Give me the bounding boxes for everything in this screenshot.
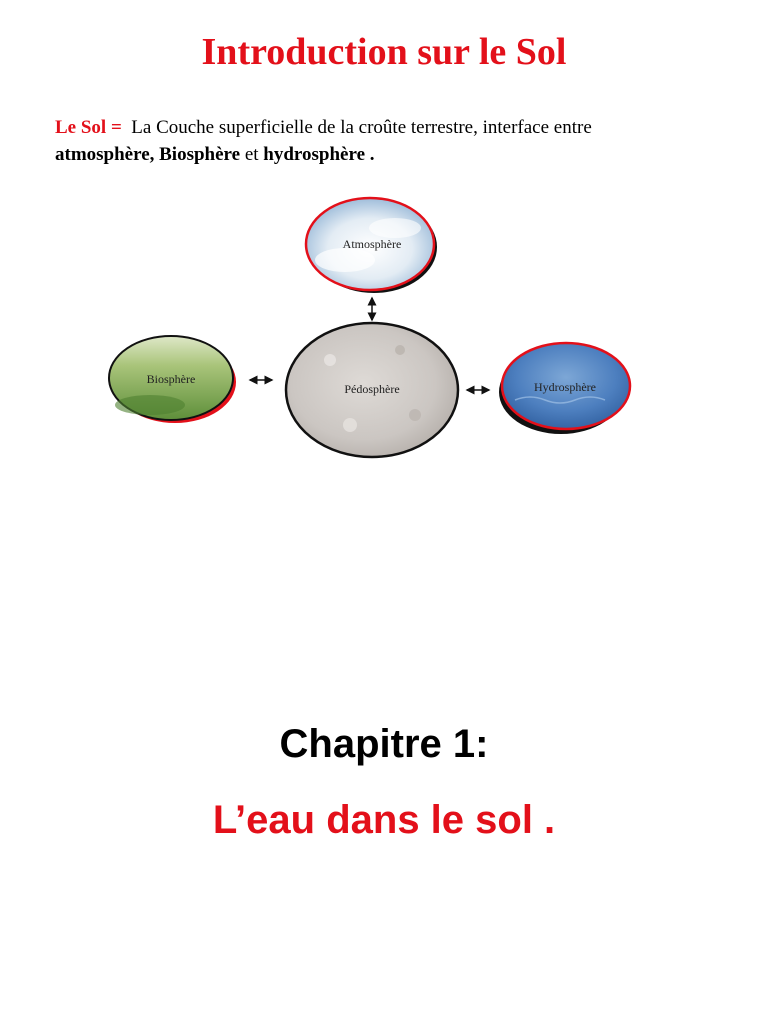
definition-conj: et: [244, 144, 259, 165]
pedosphere-label: Pédosphère: [344, 382, 400, 396]
definition-term2: hydrosphère: [263, 144, 366, 165]
chapter-subtitle: L’eau dans le sol .: [212, 798, 556, 842]
definition-text: La Couche superficielle de la croûte terrestre, interface entre: [131, 117, 592, 138]
hydrosphere-label: Hydrosphère: [534, 380, 596, 394]
pedosphere-node: [286, 323, 458, 457]
soil-interface-diagram: [0, 190, 768, 480]
page-title: Introduction sur le Sol: [201, 31, 567, 73]
atmosphere-label: Atmosphère: [342, 237, 402, 251]
definition-term1: atmosphère, Biosphère: [55, 144, 241, 165]
definition-paragraph: [55, 114, 715, 168]
definition-end: .: [369, 144, 375, 165]
atmosphere-node: [306, 198, 437, 293]
chapter-number: Chapitre 1:: [279, 722, 489, 766]
definition-label: Le Sol =: [55, 117, 122, 138]
hydrosphere-node: [499, 343, 630, 434]
biosphere-label: Biosphère: [146, 372, 196, 386]
biosphere-node: [109, 336, 236, 423]
